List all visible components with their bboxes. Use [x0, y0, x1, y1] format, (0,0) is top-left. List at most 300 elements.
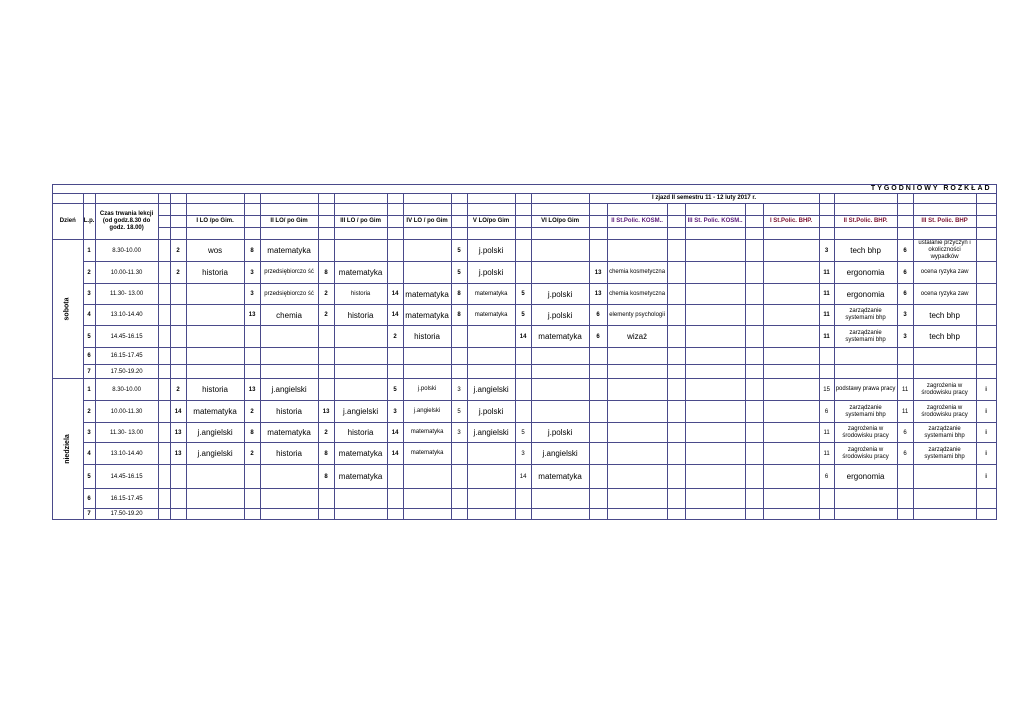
subject: zarządzanie systemami bhp [834, 305, 897, 326]
schedule-row [53, 465, 997, 489]
room-number: 8 [451, 284, 467, 305]
room-number [387, 365, 403, 379]
subject [186, 509, 244, 520]
blank-cell [387, 194, 403, 204]
blank-cell [318, 228, 334, 240]
room-number: 6 [897, 240, 913, 262]
blank-cell [897, 216, 913, 228]
blank-cell [607, 204, 667, 216]
subject [834, 365, 897, 379]
room-number: 6 [897, 262, 913, 284]
blank-cell [834, 194, 897, 204]
blank-cell [158, 240, 170, 262]
subject [467, 348, 515, 365]
room-number [589, 443, 607, 465]
subject [763, 240, 819, 262]
room-number [451, 443, 467, 465]
subject [685, 365, 745, 379]
room-number [667, 240, 685, 262]
subject [685, 262, 745, 284]
subject: historia [186, 379, 244, 401]
room-number [515, 240, 531, 262]
lesson-number: 7 [83, 509, 95, 520]
class-header-7: II St.Polic. KOSM.. [607, 216, 667, 228]
class-header-11: III St. Polic. BHP [913, 216, 976, 228]
lesson-number: 5 [83, 465, 95, 489]
room-number [387, 240, 403, 262]
room-number [745, 326, 763, 348]
room-number [745, 443, 763, 465]
room-number [589, 465, 607, 489]
subject: j.angielski [403, 401, 451, 423]
subject [763, 284, 819, 305]
room-number: 3 [897, 326, 913, 348]
room-number [745, 489, 763, 509]
subject [467, 443, 515, 465]
subject: przedsiębiorczo ść [260, 262, 318, 284]
room-number: 11 [897, 379, 913, 401]
schedule-row [53, 305, 997, 326]
lesson-time: 8.30-10.00 [95, 379, 158, 401]
subject: historia [334, 284, 387, 305]
room-number: 5 [515, 284, 531, 305]
day-label-sobota [53, 240, 84, 379]
subject: przedsiębiorczo ść [260, 284, 318, 305]
blank-cell [158, 465, 170, 489]
schedule-row [53, 284, 997, 305]
room-number [318, 489, 334, 509]
subject [334, 489, 387, 509]
subject [607, 401, 667, 423]
subject [531, 401, 589, 423]
room-number [318, 348, 334, 365]
room-number: 8 [244, 240, 260, 262]
room-number: 6 [897, 423, 913, 443]
subject [186, 465, 244, 489]
subject [334, 326, 387, 348]
room-number [667, 401, 685, 423]
subject: wizaż [607, 326, 667, 348]
room-number: 8 [318, 465, 334, 489]
room-number [387, 465, 403, 489]
subject [186, 489, 244, 509]
subject [467, 465, 515, 489]
lesson-time: 10.00-11.30 [95, 262, 158, 284]
subject [685, 465, 745, 489]
lesson-number: 2 [83, 401, 95, 423]
extra-mark [976, 326, 996, 348]
lesson-time: 13.10-14.40 [95, 443, 158, 465]
lesson-number: 3 [83, 284, 95, 305]
blank-cell [387, 204, 403, 216]
subject: j.angielski [467, 379, 515, 401]
blank-cell [976, 204, 996, 216]
day-name: sobota [63, 297, 71, 321]
blank-cell [170, 228, 186, 240]
room-number: 3 [897, 305, 913, 326]
blank-cell [897, 194, 913, 204]
subject [260, 326, 318, 348]
extra-mark [976, 509, 996, 520]
subject: matematyka [260, 240, 318, 262]
room-number [897, 509, 913, 520]
extra-mark: i [976, 443, 996, 465]
subject [334, 240, 387, 262]
class-header-10: II St.Polic. BHP. [834, 216, 897, 228]
subject [913, 509, 976, 520]
subject: matematyka [334, 465, 387, 489]
blank-cell [318, 204, 334, 216]
room-number: 2 [318, 284, 334, 305]
blank-cell [158, 443, 170, 465]
room-number: 5 [515, 423, 531, 443]
blank-cell [531, 204, 589, 216]
room-number [515, 509, 531, 520]
blank-cell [318, 216, 334, 228]
room-number [170, 305, 186, 326]
subject: tech bhp [913, 305, 976, 326]
room-number [745, 379, 763, 401]
subject [763, 509, 819, 520]
subject [531, 240, 589, 262]
subject [531, 489, 589, 509]
subject [913, 348, 976, 365]
blank-cell [244, 204, 260, 216]
subject [685, 240, 745, 262]
subject [763, 423, 819, 443]
subject: matematyka [403, 284, 451, 305]
blank-cell [186, 194, 244, 204]
room-number [589, 489, 607, 509]
blank-cell [834, 204, 897, 216]
room-number [667, 489, 685, 509]
subject [403, 509, 451, 520]
lesson-number: 6 [83, 489, 95, 509]
schedule-table [52, 184, 997, 520]
class-header-3: III LO / po Gim [334, 216, 387, 228]
subject: ergonomia [834, 465, 897, 489]
room-number [387, 348, 403, 365]
lesson-time: 14.45-16.15 [95, 465, 158, 489]
blank-cell [745, 228, 763, 240]
subject [607, 489, 667, 509]
blank-cell [819, 228, 834, 240]
subject: j.polski [467, 262, 515, 284]
room-number [667, 305, 685, 326]
room-number: 5 [451, 240, 467, 262]
lesson-number: 5 [83, 326, 95, 348]
subject: j.angielski [186, 443, 244, 465]
room-number [745, 401, 763, 423]
room-number [667, 379, 685, 401]
room-number [745, 465, 763, 489]
blank-cell [515, 216, 531, 228]
blank-cell [158, 348, 170, 365]
room-number: 3 [244, 284, 260, 305]
room-number [589, 423, 607, 443]
subject: j.angielski [186, 423, 244, 443]
room-number [589, 240, 607, 262]
schedule-row [53, 365, 997, 379]
room-number: 11 [819, 443, 834, 465]
subject: historia [186, 262, 244, 284]
subject [607, 423, 667, 443]
room-number [451, 465, 467, 489]
blank-cell [451, 194, 467, 204]
subject [186, 348, 244, 365]
subject [260, 489, 318, 509]
subject: matematyka [260, 423, 318, 443]
room-number [745, 284, 763, 305]
room-number: 6 [589, 326, 607, 348]
subject [334, 348, 387, 365]
room-number [170, 509, 186, 520]
lesson-number: 1 [83, 379, 95, 401]
subject: ocena ryzyka zaw [913, 284, 976, 305]
lesson-time: 10.00-11.30 [95, 401, 158, 423]
blank-cell [667, 228, 685, 240]
blank-cell [913, 228, 976, 240]
room-number: 13 [244, 379, 260, 401]
lesson-time: 11.30- 13.00 [95, 284, 158, 305]
subject: j.polski [531, 284, 589, 305]
extra-mark: i [976, 401, 996, 423]
room-number: 6 [589, 305, 607, 326]
room-number [589, 379, 607, 401]
room-number [589, 365, 607, 379]
blank-cell [913, 194, 976, 204]
blank-cell [158, 194, 170, 204]
subject: matematyka [531, 326, 589, 348]
subject: zarządzanie systemami bhp [834, 401, 897, 423]
schedule-row [53, 379, 997, 401]
room-number [745, 365, 763, 379]
subject [607, 379, 667, 401]
room-number [451, 326, 467, 348]
room-number: 2 [170, 379, 186, 401]
room-number: 13 [170, 423, 186, 443]
room-number: 11 [819, 284, 834, 305]
blank-cell [170, 194, 186, 204]
room-number: 13 [170, 443, 186, 465]
room-number: 2 [170, 240, 186, 262]
room-number [515, 379, 531, 401]
subject [913, 365, 976, 379]
room-number [745, 240, 763, 262]
room-number [387, 262, 403, 284]
blank-cell [976, 194, 996, 204]
blank-cell [158, 379, 170, 401]
subject: chemia kosmetyczna [607, 262, 667, 284]
room-number [745, 509, 763, 520]
room-number [897, 489, 913, 509]
room-number [819, 489, 834, 509]
subject: j.polski [467, 240, 515, 262]
subject [763, 348, 819, 365]
room-number: 14 [515, 326, 531, 348]
blank-cell [897, 204, 913, 216]
subject: matematyka [186, 401, 244, 423]
subject: podstawy prawa pracy [834, 379, 897, 401]
subject [607, 465, 667, 489]
blank-cell [244, 228, 260, 240]
lesson-number: 4 [83, 443, 95, 465]
subject [186, 284, 244, 305]
blank-cell [834, 228, 897, 240]
blank-cell [158, 509, 170, 520]
subject [763, 465, 819, 489]
room-number [170, 365, 186, 379]
header-dzien: Dzień [53, 204, 84, 240]
blank-cell [158, 284, 170, 305]
subject [260, 365, 318, 379]
page-title: TYGODNIOWY ROZKŁAD [53, 185, 997, 194]
lesson-number: 3 [83, 423, 95, 443]
blank-cell [913, 204, 976, 216]
subject: chemia kosmetyczna [607, 284, 667, 305]
subject [403, 465, 451, 489]
room-number [170, 284, 186, 305]
room-number [170, 348, 186, 365]
blank-cell [260, 204, 318, 216]
blank-cell [158, 216, 170, 228]
room-number [589, 401, 607, 423]
blank-cell [589, 204, 607, 216]
subject: historia [334, 423, 387, 443]
room-number: 6 [819, 465, 834, 489]
class-header-9: I St.Polic. BHP. [763, 216, 819, 228]
extra-mark [976, 365, 996, 379]
subject: zarządzanie systemami bhp [834, 326, 897, 348]
subject [834, 509, 897, 520]
lesson-time: 13.10-14.40 [95, 305, 158, 326]
extra-mark: i [976, 379, 996, 401]
blank-cell [158, 305, 170, 326]
subject: ustalanie przyczyn i okoliczności wypadków [913, 240, 976, 262]
room-number: 8 [244, 423, 260, 443]
blank-cell [158, 423, 170, 443]
blank-cell [667, 204, 685, 216]
subject [607, 365, 667, 379]
subject [763, 326, 819, 348]
room-number [451, 509, 467, 520]
class-header-8: III St. Polic. KOSM.. [685, 216, 745, 228]
subject [763, 489, 819, 509]
blank-cell [531, 228, 589, 240]
room-number: 11 [819, 423, 834, 443]
subject: tech bhp [913, 326, 976, 348]
subject [531, 379, 589, 401]
room-number [387, 509, 403, 520]
room-number [170, 489, 186, 509]
blank-cell [976, 216, 996, 228]
subject: matematyka [467, 284, 515, 305]
room-number: 14 [387, 284, 403, 305]
subject: zagrożenia w środowisku pracy [834, 443, 897, 465]
subject [467, 489, 515, 509]
room-number [244, 326, 260, 348]
schedule-row [53, 443, 997, 465]
subject [834, 348, 897, 365]
blank-cell [403, 194, 451, 204]
room-number: 13 [318, 401, 334, 423]
schedule-row [53, 348, 997, 365]
blank-cell [467, 204, 515, 216]
blank-cell [763, 204, 819, 216]
subject [607, 509, 667, 520]
lesson-time: 14.45-16.15 [95, 326, 158, 348]
room-number [589, 509, 607, 520]
subject [334, 509, 387, 520]
subject [763, 262, 819, 284]
subject [607, 240, 667, 262]
subject [467, 326, 515, 348]
room-number [318, 509, 334, 520]
blank-cell [745, 216, 763, 228]
blank-cell [515, 194, 531, 204]
subject [685, 443, 745, 465]
room-number: 6 [897, 284, 913, 305]
subject [467, 365, 515, 379]
class-header-4: IV LO / po Gim [403, 216, 451, 228]
subject [260, 465, 318, 489]
room-number [745, 423, 763, 443]
subject: zagrożenia w środowisku pracy [913, 379, 976, 401]
room-number [897, 365, 913, 379]
room-number [451, 489, 467, 509]
room-number: 6 [897, 443, 913, 465]
blank-cell [95, 194, 158, 204]
extra-mark [976, 305, 996, 326]
subject: zarządzanie systemami bhp [913, 423, 976, 443]
blank-cell [451, 204, 467, 216]
semester-subtitle: I zjazd II semestru 11 - 12 luty 2017 r. [589, 194, 819, 204]
blank-cell [819, 194, 834, 204]
extra-mark: i [976, 423, 996, 443]
lesson-time: 17.50-19.20 [95, 509, 158, 520]
extra-mark [976, 489, 996, 509]
room-number [451, 365, 467, 379]
room-number [451, 348, 467, 365]
room-number [667, 423, 685, 443]
room-number: 5 [451, 262, 467, 284]
blank-cell [976, 228, 996, 240]
blank-cell [451, 216, 467, 228]
room-number [667, 465, 685, 489]
subject: zagrożenia w środowisku pracy [834, 423, 897, 443]
blank-cell [403, 228, 451, 240]
blank-cell [607, 228, 667, 240]
subject: matematyka [403, 443, 451, 465]
room-number: 14 [515, 465, 531, 489]
subject [685, 379, 745, 401]
blank-cell [745, 204, 763, 216]
room-number [515, 489, 531, 509]
subject [403, 262, 451, 284]
room-number [667, 348, 685, 365]
subject: j.polski [403, 379, 451, 401]
room-number [667, 262, 685, 284]
blank-cell [158, 489, 170, 509]
blank-cell [158, 262, 170, 284]
subject [685, 326, 745, 348]
subject: historia [403, 326, 451, 348]
blank-cell [897, 228, 913, 240]
room-number [318, 326, 334, 348]
blank-cell [158, 401, 170, 423]
room-number: 11 [819, 262, 834, 284]
subject: wos [186, 240, 244, 262]
